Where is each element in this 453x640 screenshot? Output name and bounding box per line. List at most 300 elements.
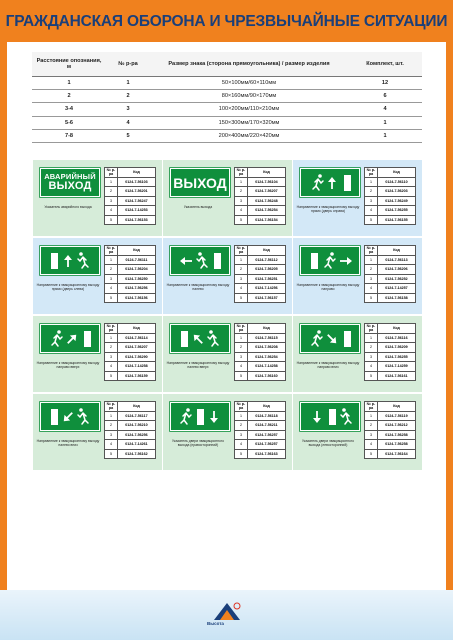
code-value: 0124-7-56257	[248, 430, 286, 440]
sign-card	[33, 160, 162, 236]
code-value: 0124-7-56205	[248, 265, 286, 275]
page-title: ГРАЖДАНСКАЯ ОБОРОНА И ЧРЕЗВЫЧАЙНЫЕ СИТУАЦИИ	[5, 13, 448, 30]
sign-caption: Направление к эвакуационному выходу налево	[166, 283, 230, 292]
code-row	[105, 430, 156, 440]
code-size: 1	[365, 411, 378, 421]
sign-label-line2: ВЫХОД	[48, 179, 92, 192]
sign-card	[33, 394, 162, 470]
code-row	[365, 343, 416, 353]
exit-pictogram	[302, 326, 358, 352]
code-value: 0124-7-56111	[118, 255, 156, 265]
code-value: 0124-7-56210	[118, 421, 156, 431]
code-value: 0124-7-56110	[378, 177, 416, 187]
code-row	[365, 430, 416, 440]
code-header-size: № р-ра	[235, 168, 248, 178]
sign-card	[163, 160, 292, 236]
code-table	[364, 245, 416, 303]
code-row	[105, 371, 156, 381]
code-header-code: Код	[118, 246, 156, 256]
sign-card	[163, 316, 292, 392]
code-value: 0124-7-14259	[378, 362, 416, 372]
spec-cell: 1	[106, 77, 150, 90]
code-row	[365, 206, 416, 216]
exit-pictogram	[302, 248, 358, 274]
code-value: 0124-7-56115	[248, 333, 286, 343]
spec-cell: 4	[106, 116, 150, 129]
spec-row	[32, 103, 422, 116]
code-value: 0124-7-56290	[118, 352, 156, 362]
code-header-size: № р-ра	[365, 168, 378, 178]
page-header	[0, 0, 453, 42]
code-size: 2	[105, 187, 118, 197]
code-value: 0124-7-56207	[118, 343, 156, 353]
code-row	[235, 371, 286, 381]
sign-caption: Направление к эвакуационному выходу налево вверх	[166, 361, 230, 370]
code-size: 3	[365, 430, 378, 440]
right-border	[446, 42, 453, 640]
code-size: 5	[235, 449, 248, 459]
code-size: 1	[235, 411, 248, 421]
code-value: 0124-7-56256	[118, 430, 156, 440]
code-value: 0124-7-56163	[248, 449, 286, 459]
code-value: 0124-7-56254	[248, 206, 286, 216]
code-size: 3	[235, 274, 248, 284]
code-size: 5	[365, 371, 378, 381]
code-size: 2	[235, 187, 248, 197]
code-row	[105, 177, 156, 187]
evacuation-sign	[40, 168, 100, 197]
evacuation-sign	[170, 168, 230, 197]
spec-cell: 3-4	[32, 103, 106, 116]
code-size: 3	[235, 352, 248, 362]
code-table	[234, 401, 286, 459]
code-header-code: Код	[118, 324, 156, 334]
code-header-size: № р-ра	[235, 324, 248, 334]
exit-pictogram	[42, 404, 98, 430]
code-value: 0124-7-56204	[118, 265, 156, 275]
code-size: 5	[365, 215, 378, 225]
sign-card	[293, 160, 422, 236]
code-row	[365, 449, 416, 459]
code-row	[105, 421, 156, 431]
exit-pictogram	[42, 326, 98, 352]
code-size: 3	[105, 352, 118, 362]
code-header-code: Код	[248, 402, 286, 412]
code-value: 0124-7-56161	[378, 371, 416, 381]
code-row	[105, 187, 156, 197]
code-row	[235, 187, 286, 197]
code-size: 4	[105, 206, 118, 216]
code-header-size: № р-ра	[365, 246, 378, 256]
spec-header-distance: Расстояние опознания, м	[32, 52, 106, 77]
code-row	[365, 177, 416, 187]
code-value: 0124-7-56257	[248, 440, 286, 450]
code-table	[104, 401, 156, 459]
spec-table	[32, 52, 422, 143]
code-value: 0124-7-14258	[248, 362, 286, 372]
sign-caption: Направление к эвакуационному выходу прямо (дверь слева)	[36, 283, 100, 292]
spec-cell: 3	[106, 103, 150, 116]
spec-cell: 100×200мм/110×210мм	[150, 103, 348, 116]
code-size: 3	[365, 352, 378, 362]
spec-cell: 1	[348, 116, 422, 129]
code-value: 0124-7-56112	[248, 255, 286, 265]
code-header-code: Код	[378, 324, 416, 334]
code-size: 5	[105, 449, 118, 459]
code-size: 3	[365, 274, 378, 284]
code-value: 0124-7-56258	[378, 440, 416, 450]
spec-cell: 50×100мм/60×110мм	[150, 77, 348, 90]
evacuation-sign	[170, 246, 230, 275]
code-table	[104, 323, 156, 381]
code-header-size: № р-ра	[365, 402, 378, 412]
code-size: 4	[105, 284, 118, 294]
code-value: 0124-7-56157	[248, 293, 286, 303]
code-size: 2	[235, 265, 248, 275]
code-value: 0124-7-56154	[248, 215, 286, 225]
code-row	[365, 255, 416, 265]
code-value: 0124-7-56158	[378, 293, 416, 303]
code-row	[235, 196, 286, 206]
code-row	[235, 343, 286, 353]
spec-cell: 12	[348, 77, 422, 90]
exit-pictogram	[42, 248, 98, 274]
evacuation-sign	[40, 246, 100, 275]
code-size: 4	[105, 362, 118, 372]
code-size: 1	[105, 177, 118, 187]
code-value: 0124-7-56255	[378, 352, 416, 362]
code-header-code: Код	[378, 402, 416, 412]
code-row	[105, 333, 156, 343]
code-header-code: Код	[118, 402, 156, 412]
code-value: 0124-7-56250	[118, 274, 156, 284]
sign-caption: Направление к эвакуационному выходу прямо (дверь справа)	[296, 205, 360, 214]
spec-cell: 2	[106, 90, 150, 103]
evacuation-sign	[40, 402, 100, 431]
code-size: 4	[365, 440, 378, 450]
code-value: 0124-7-56162	[118, 449, 156, 459]
code-row	[105, 362, 156, 372]
exit-pictogram	[172, 326, 228, 352]
code-size: 5	[105, 293, 118, 303]
code-size: 2	[235, 421, 248, 431]
sign-caption: Направление к эвакуационному выходу направо вверх	[36, 361, 100, 370]
logo-text: Высота	[207, 621, 224, 626]
code-size: 2	[105, 343, 118, 353]
code-value: 0124-7-14256	[248, 284, 286, 294]
code-size: 1	[365, 333, 378, 343]
code-size: 1	[365, 177, 378, 187]
evacuation-sign	[300, 168, 360, 197]
code-row	[365, 284, 416, 294]
code-row	[105, 206, 156, 216]
spec-header-set: Комплект, шт.	[348, 52, 422, 77]
spec-header-size-no: № р-ра	[106, 52, 150, 77]
code-size: 2	[105, 421, 118, 431]
spec-cell: 6	[348, 90, 422, 103]
code-value: 0124-7-56208	[248, 343, 286, 353]
code-row	[235, 421, 286, 431]
code-table	[364, 401, 416, 459]
code-size: 2	[105, 265, 118, 275]
sign-caption: Указатель двери эвакуационного выхода (левосторонний)	[302, 439, 354, 448]
code-value: 0124-7-56247	[118, 196, 156, 206]
code-header-size: № р-ра	[105, 246, 118, 256]
code-value: 0124-7-56207	[248, 187, 286, 197]
code-row	[235, 449, 286, 459]
code-size: 2	[365, 265, 378, 275]
spec-cell: 5	[106, 129, 150, 142]
spec-row	[32, 90, 422, 103]
code-value: 0124-7-56255	[378, 206, 416, 216]
code-row	[235, 274, 286, 284]
code-size: 4	[235, 284, 248, 294]
evacuation-sign	[300, 402, 360, 431]
code-size: 5	[105, 371, 118, 381]
code-row	[365, 196, 416, 206]
code-value: 0124-7-56256	[118, 284, 156, 294]
code-size: 1	[105, 333, 118, 343]
sign-card	[33, 316, 162, 392]
code-value: 0124-7-56252	[378, 274, 416, 284]
spec-header-row	[32, 52, 422, 77]
evacuation-sign	[300, 324, 360, 353]
code-row	[365, 215, 416, 225]
code-row	[235, 333, 286, 343]
code-value: 0124-7-56164	[378, 449, 416, 459]
code-row	[235, 430, 286, 440]
code-value: 0124-7-56113	[378, 255, 416, 265]
code-value: 0124-7-56114	[118, 333, 156, 343]
code-row	[105, 265, 156, 275]
evacuation-sign	[170, 324, 230, 353]
code-row	[105, 440, 156, 450]
code-row	[365, 333, 416, 343]
code-value: 0124-7-56104	[248, 177, 286, 187]
code-value: 0124-7-56116	[378, 333, 416, 343]
code-row	[105, 293, 156, 303]
code-size: 4	[235, 362, 248, 372]
code-value: 0124-7-56248	[248, 196, 286, 206]
code-size: 4	[235, 440, 248, 450]
code-header-size: № р-ра	[235, 402, 248, 412]
sign-caption: Направление к эвакуационному выходу налево вниз	[36, 439, 100, 448]
exit-pictogram	[172, 404, 228, 430]
code-row	[235, 206, 286, 216]
code-row	[105, 215, 156, 225]
code-value: 0124-7-14258	[118, 362, 156, 372]
code-size: 3	[235, 196, 248, 206]
evacuation-sign	[170, 402, 230, 431]
code-header-size: № р-ра	[105, 168, 118, 178]
code-table	[234, 245, 286, 303]
code-size: 5	[105, 215, 118, 225]
code-value: 0124-7-14257	[378, 284, 416, 294]
code-value: 0124-7-56203	[378, 187, 416, 197]
code-row	[365, 265, 416, 275]
code-value: 0124-7-14253	[118, 206, 156, 216]
sign-label	[44, 173, 96, 192]
code-row	[235, 265, 286, 275]
code-row	[105, 284, 156, 294]
code-size: 3	[105, 274, 118, 284]
spec-cell: 1	[32, 77, 106, 90]
code-size: 3	[105, 196, 118, 206]
code-value: 0124-7-56209	[378, 343, 416, 353]
code-value: 0124-7-56258	[378, 430, 416, 440]
code-size: 5	[235, 371, 248, 381]
code-value: 0124-7-56155	[378, 215, 416, 225]
code-value: 0124-7-56119	[378, 411, 416, 421]
code-size: 1	[235, 177, 248, 187]
code-row	[365, 352, 416, 362]
left-border	[0, 42, 7, 640]
code-row	[365, 421, 416, 431]
code-value: 0124-7-56160	[248, 371, 286, 381]
code-row	[235, 284, 286, 294]
code-row	[235, 293, 286, 303]
code-size: 1	[105, 255, 118, 265]
code-value: 0124-7-56251	[248, 274, 286, 284]
code-value: 0124-7-56201	[118, 187, 156, 197]
code-value: 0124-7-56103	[118, 177, 156, 187]
code-row	[235, 352, 286, 362]
code-value: 0124-7-56117	[118, 411, 156, 421]
spec-row	[32, 77, 422, 90]
sign-caption: Указатель выхода	[183, 205, 213, 209]
code-size: 5	[235, 293, 248, 303]
spec-row	[32, 129, 422, 142]
code-size: 3	[235, 430, 248, 440]
spec-header-dimensions: Размер знака (сторона прямоугольника) / размер изделия	[150, 52, 348, 77]
code-row	[105, 196, 156, 206]
code-row	[105, 343, 156, 353]
spec-cell: 200×400мм/220×420мм	[150, 129, 348, 142]
code-table	[364, 167, 416, 225]
code-row	[235, 440, 286, 450]
evacuation-sign	[40, 324, 100, 353]
exit-pictogram	[302, 170, 358, 196]
code-table	[234, 167, 286, 225]
sign-caption: Направление к эвакуационному выходу направо вниз	[296, 361, 360, 370]
code-row	[105, 411, 156, 421]
code-size: 5	[365, 293, 378, 303]
code-value: 0124-7-56159	[118, 371, 156, 381]
evacuation-sign	[300, 246, 360, 275]
code-row	[105, 274, 156, 284]
code-row	[365, 440, 416, 450]
code-header-size: № р-ра	[105, 402, 118, 412]
code-size: 2	[235, 343, 248, 353]
code-row	[235, 411, 286, 421]
sign-label-line1: АВАРИЙНЫЙ	[44, 172, 96, 182]
code-row	[235, 215, 286, 225]
sign-label: ВЫХОД	[173, 174, 227, 191]
code-table	[104, 245, 156, 303]
sign-card	[163, 394, 292, 470]
code-size: 2	[365, 187, 378, 197]
code-value: 0124-7-56249	[378, 196, 416, 206]
code-value: 0124-7-14261	[118, 440, 156, 450]
code-value: 0124-7-56156	[118, 293, 156, 303]
code-size: 2	[365, 343, 378, 353]
code-table	[104, 167, 156, 225]
code-value: 0124-7-56153	[118, 215, 156, 225]
code-row	[105, 352, 156, 362]
spec-cell: 80×160мм/90×170мм	[150, 90, 348, 103]
exit-pictogram	[302, 404, 358, 430]
code-row	[235, 255, 286, 265]
exit-pictogram	[172, 248, 228, 274]
code-header-size: № р-ра	[365, 324, 378, 334]
code-value: 0124-7-56211	[248, 421, 286, 431]
code-size: 1	[365, 255, 378, 265]
code-size: 1	[235, 255, 248, 265]
code-row	[365, 371, 416, 381]
code-size: 2	[365, 421, 378, 431]
code-size: 4	[235, 206, 248, 216]
code-header-code: Код	[378, 246, 416, 256]
sign-card	[293, 316, 422, 392]
code-size: 4	[365, 206, 378, 216]
code-size: 3	[105, 430, 118, 440]
code-row	[365, 293, 416, 303]
code-size: 4	[105, 440, 118, 450]
code-header-code: Код	[248, 324, 286, 334]
code-header-size: № р-ра	[105, 324, 118, 334]
code-value: 0124-7-56254	[248, 352, 286, 362]
spec-cell: 150×300мм/170×320мм	[150, 116, 348, 129]
code-size: 3	[365, 196, 378, 206]
sign-card	[33, 238, 162, 314]
code-row	[365, 411, 416, 421]
code-header-code: Код	[248, 246, 286, 256]
code-header-code: Код	[118, 168, 156, 178]
code-size: 1	[235, 333, 248, 343]
code-value: 0124-7-56118	[248, 411, 286, 421]
spec-cell: 2	[32, 90, 106, 103]
spec-cell: 7-8	[32, 129, 106, 142]
sign-caption: Указатель аварийного выхода	[44, 205, 92, 209]
spec-row	[32, 116, 422, 129]
code-header-code: Код	[378, 168, 416, 178]
code-row	[365, 274, 416, 284]
code-row	[105, 255, 156, 265]
code-size: 5	[365, 449, 378, 459]
spec-cell: 5-6	[32, 116, 106, 129]
spec-cell: 1	[348, 129, 422, 142]
sign-card	[163, 238, 292, 314]
code-row	[235, 362, 286, 372]
code-size: 4	[365, 284, 378, 294]
sign-card	[293, 238, 422, 314]
spec-cell: 4	[348, 103, 422, 116]
code-table	[234, 323, 286, 381]
code-value: 0124-7-56206	[378, 265, 416, 275]
code-row	[365, 187, 416, 197]
sign-caption: Направление к эвакуационному выходу направо	[296, 283, 360, 292]
code-size: 1	[105, 411, 118, 421]
code-row	[235, 177, 286, 187]
code-row	[105, 449, 156, 459]
code-header-size: № р-ра	[235, 246, 248, 256]
code-value: 0124-7-56212	[378, 421, 416, 431]
sign-caption: Указатель двери эвакуационного выхода (правосторонний)	[172, 439, 224, 448]
code-size: 5	[235, 215, 248, 225]
code-row	[365, 362, 416, 372]
sign-card	[293, 394, 422, 470]
code-table	[364, 323, 416, 381]
